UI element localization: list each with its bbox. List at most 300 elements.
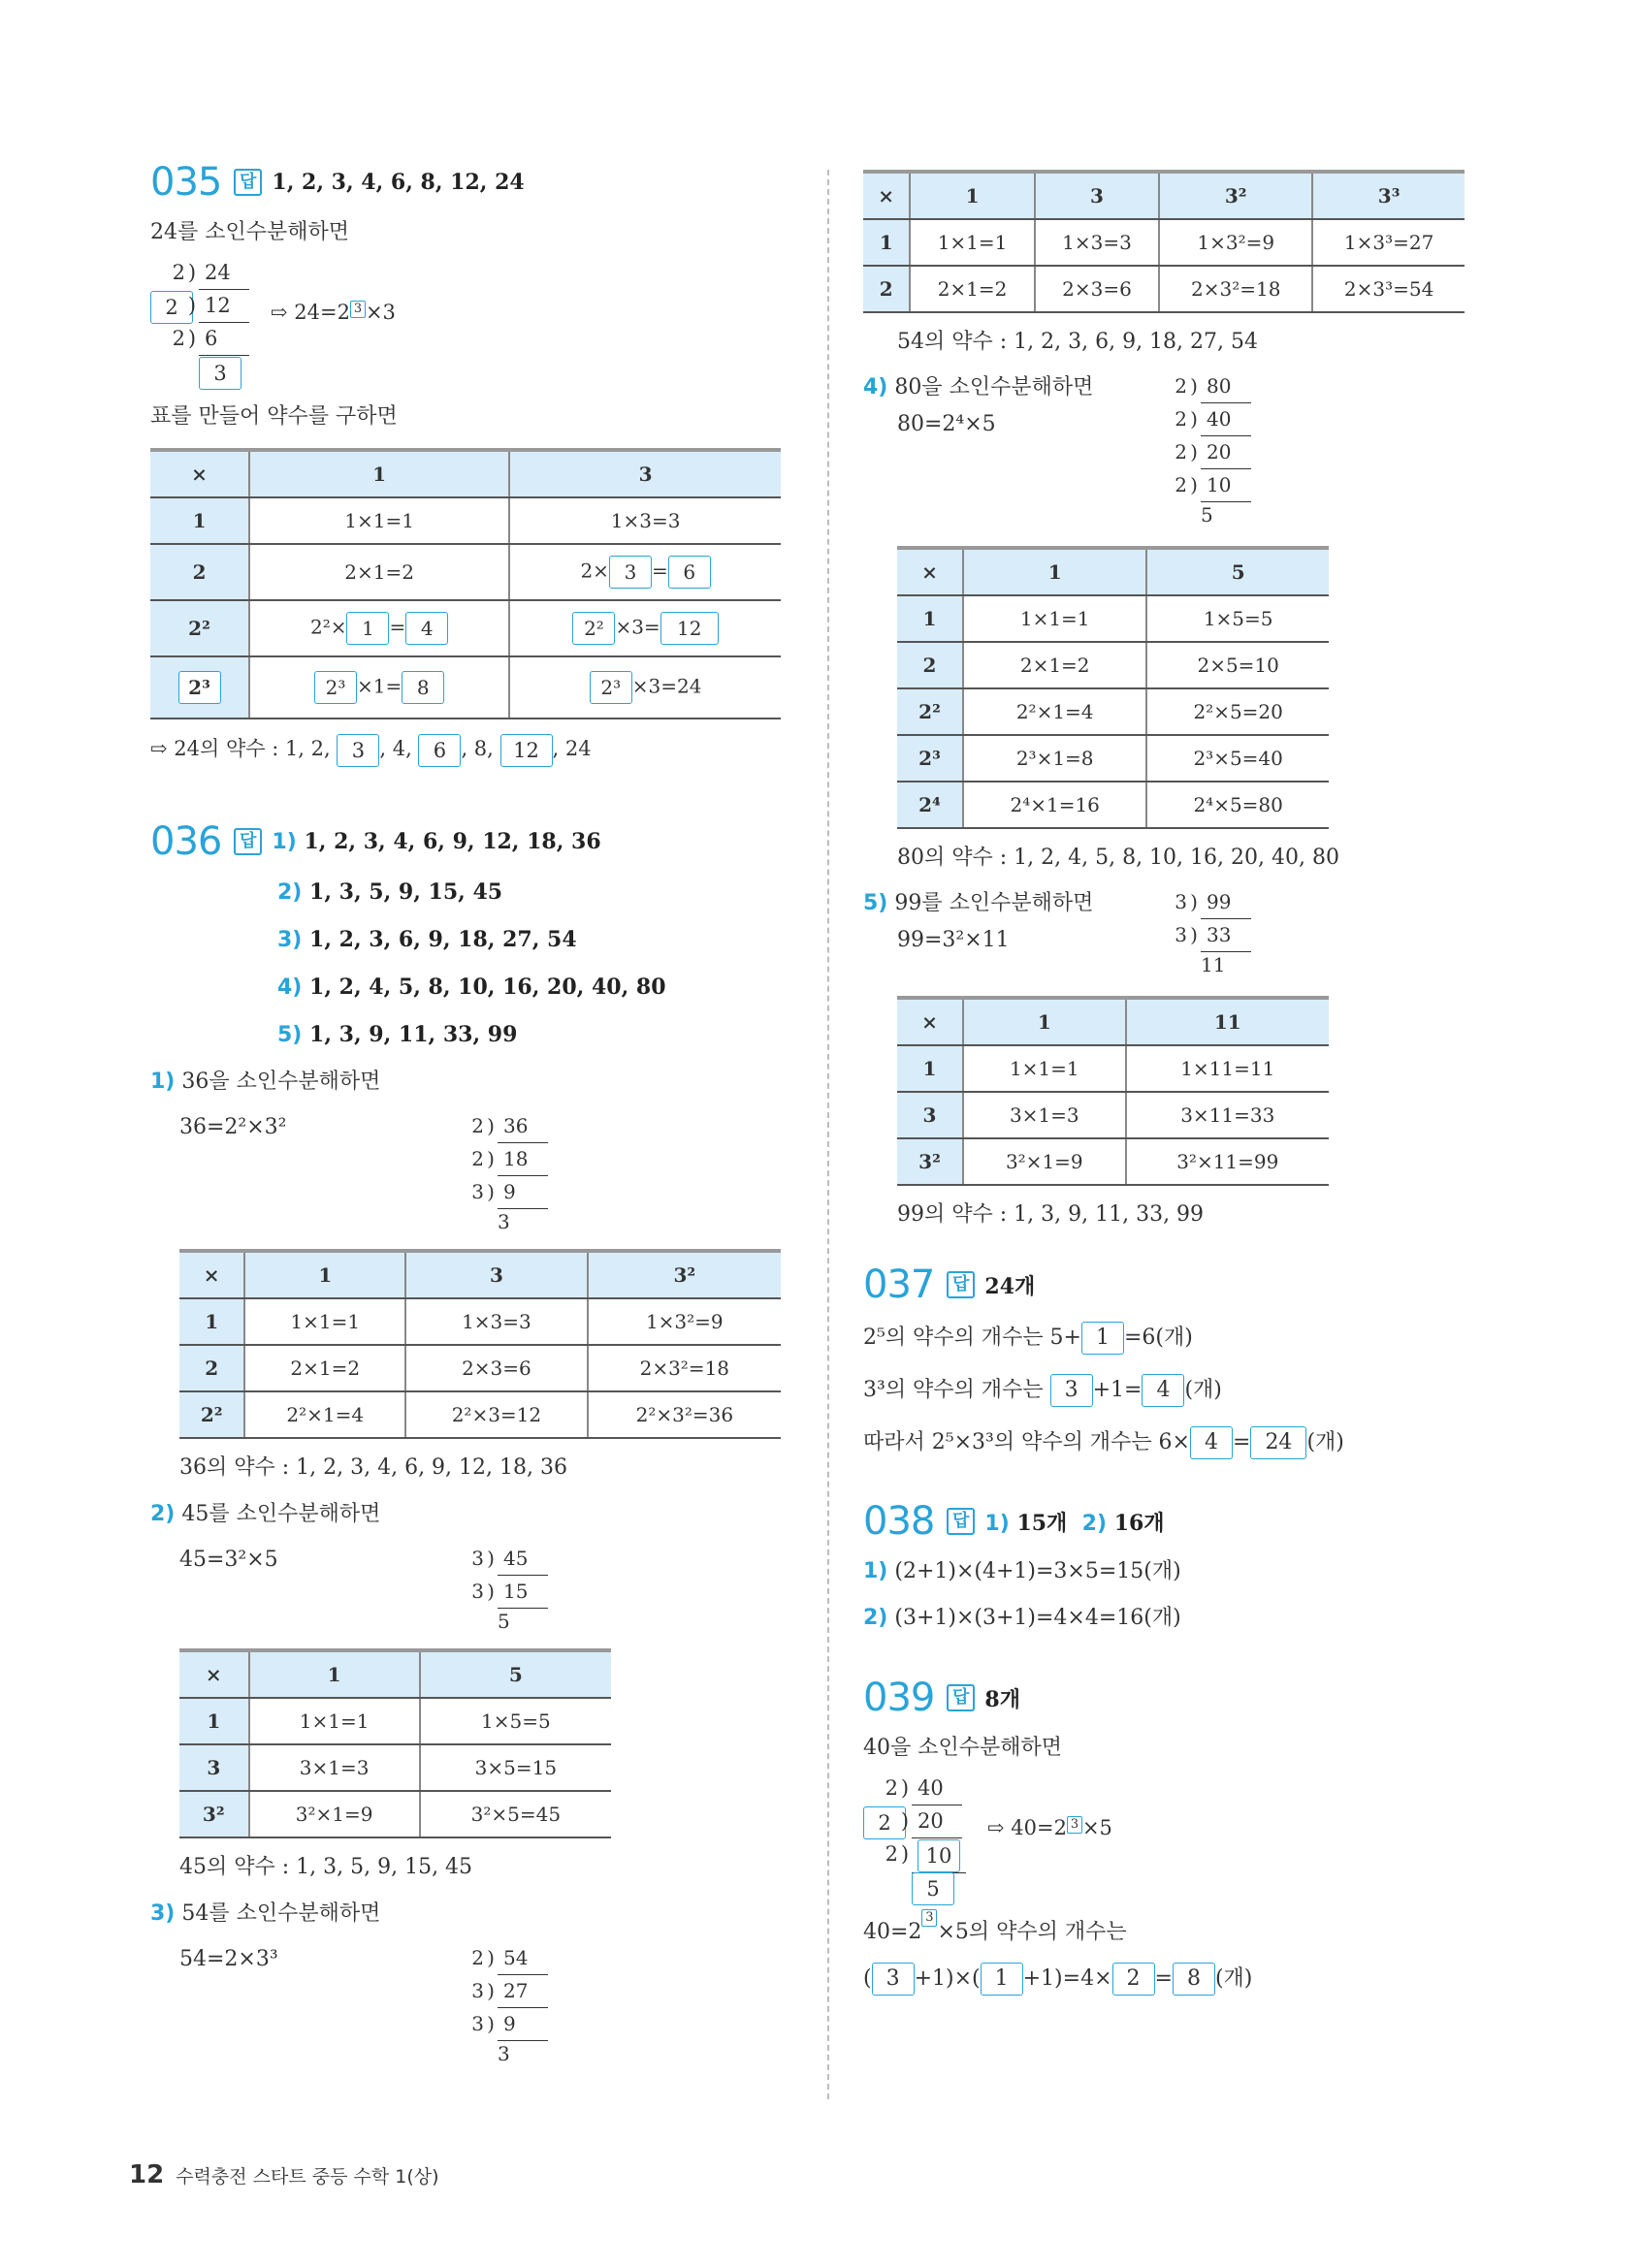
answer-text: 8개 <box>984 1686 1020 1712</box>
text <box>150 256 249 289</box>
blank-box: 2³ <box>590 671 632 704</box>
table-cell: 1 <box>910 172 1034 219</box>
text: ) <box>1190 890 1198 913</box>
text: ) <box>187 327 197 350</box>
table-row <box>897 642 1329 688</box>
answer-badge: 답 <box>234 169 262 196</box>
text <box>449 1542 548 1635</box>
table-cell: 3²×1=9 <box>249 1791 420 1837</box>
text: 40 <box>912 1772 962 1805</box>
table-cell: 2³×1=8 <box>963 735 1146 782</box>
text: (개) <box>1214 1966 1253 1991</box>
table-cell: 1 <box>897 595 963 642</box>
problem-number: 039 <box>863 1676 935 1720</box>
table-cell: 2×3=6 <box>1035 266 1159 312</box>
text <box>863 1870 966 1903</box>
table-cell: 2×3=6 <box>405 1345 587 1391</box>
text: 36=2²×3² <box>179 1115 287 1139</box>
table-cell: 1×3²=9 <box>1159 219 1312 266</box>
text <box>1152 369 1251 402</box>
text <box>863 1772 966 1805</box>
text: 1, 2, 3, 4, 6, 9, 12, 18, 36 <box>304 829 601 854</box>
table-cell <box>249 656 509 719</box>
text <box>897 1045 1329 1185</box>
text: 10 <box>1201 468 1251 502</box>
text: 16개 <box>1113 1510 1165 1536</box>
text <box>449 1974 548 2007</box>
text: ×3= <box>615 615 660 639</box>
table-cell: 5 <box>420 1650 611 1698</box>
text: , 4, <box>379 737 419 760</box>
column-divider <box>827 170 829 2099</box>
text <box>179 1698 611 1837</box>
text: 54=2×3³ <box>179 1947 278 1971</box>
table-cell: 2×5=10 <box>1146 642 1329 688</box>
text <box>897 548 1329 595</box>
blank-box: 8 <box>1173 1963 1215 1996</box>
blank-box: 2 <box>1112 1963 1155 1996</box>
table-cell: 3 <box>1035 172 1159 219</box>
subproblem-2-intro <box>150 1491 790 1538</box>
text <box>449 1941 548 1974</box>
text: 2 <box>172 327 185 350</box>
text: 2) <box>1081 1511 1108 1536</box>
text: 3 <box>921 1909 937 1927</box>
solution-intro: 40을 소인수분해하면 <box>863 1736 1063 1760</box>
table-cell: 5 <box>1146 548 1329 595</box>
table-row <box>179 1251 781 1298</box>
table-cell: 2²×3=12 <box>405 1391 587 1438</box>
solution-line <box>863 1312 1503 1364</box>
text: 5 <box>1201 503 1213 527</box>
table-row <box>179 1391 781 1438</box>
table-cell: 1×11=11 <box>1126 1045 1329 1092</box>
text: 3) <box>150 1901 176 1926</box>
table-row <box>897 1045 1329 1092</box>
table-cell: 1 <box>249 1650 420 1698</box>
text: 4) <box>277 975 303 1000</box>
divisor-table-99 <box>897 996 1329 1186</box>
divisor-table-36 <box>179 1249 781 1439</box>
text <box>863 1805 898 1839</box>
table-cell: 2³×5=40 <box>1146 735 1329 782</box>
table-row <box>150 600 781 656</box>
table-cell: × <box>179 1251 244 1298</box>
table-cell: 3² <box>588 1251 781 1298</box>
left-column <box>150 155 790 2067</box>
text: 80 <box>1201 369 1251 403</box>
text: 36을 소인수분해하면 <box>181 1070 381 1094</box>
table-cell: 1×3²=9 <box>588 1298 781 1345</box>
text: 20 <box>1201 435 1251 469</box>
divisors-of-54: 54의 약수 : 1, 2, 3, 6, 9, 18, 27, 54 <box>897 330 1259 354</box>
table-cell: 2⁴×5=80 <box>1146 782 1329 828</box>
text <box>863 172 1465 219</box>
table-cell: 3 <box>405 1251 587 1298</box>
text <box>449 1109 548 1235</box>
text: 3 <box>350 301 366 318</box>
text: ⇨ 40=2 <box>987 1816 1067 1839</box>
text: ) <box>187 261 197 284</box>
blank-box: 1 <box>1081 1322 1124 1355</box>
text: 1) <box>150 1070 176 1094</box>
blank-box: 4 <box>1190 1426 1233 1459</box>
text <box>1152 402 1251 435</box>
text <box>272 829 600 854</box>
problem-037-header <box>863 1258 1503 1312</box>
table-cell: 2³ <box>897 735 963 782</box>
table-cell: 3×1=3 <box>249 1744 420 1791</box>
text: 2 <box>885 1776 898 1800</box>
table-row <box>150 497 781 544</box>
blank-box: 2 <box>863 1806 906 1839</box>
text <box>179 1251 781 1298</box>
text: 1, 3, 5, 9, 15, 45 <box>309 879 503 905</box>
table-row <box>863 266 1465 312</box>
table-intro: 표를 만들어 약수를 구하면 <box>150 404 398 429</box>
blank-box: 1 <box>981 1963 1023 1996</box>
text: 1) <box>984 1511 1010 1536</box>
blank-box: 2² <box>572 612 615 645</box>
solution-line <box>863 1364 1503 1417</box>
table-row <box>179 1698 611 1744</box>
text <box>449 1575 548 1608</box>
answer-badge: 답 <box>947 1508 975 1535</box>
factorization-result <box>987 1816 1112 1839</box>
table-cell: 1 <box>249 450 509 497</box>
book-title: 수력충전 스타트 중등 수학 1(상) <box>176 2166 439 2188</box>
text: 2 <box>1175 473 1187 496</box>
text: +1= <box>1092 1378 1143 1402</box>
text: ) <box>487 1946 495 1969</box>
text: ×1= <box>356 674 402 698</box>
text: +1)=4× <box>1022 1966 1112 1991</box>
text: = <box>1233 1430 1251 1454</box>
text <box>449 1941 548 2067</box>
table-cell: 2² <box>897 688 963 735</box>
text: 3 <box>498 1210 510 1233</box>
subproblem-1-factorization <box>150 1109 548 1235</box>
text: ) <box>487 1979 495 2002</box>
text: = <box>1154 1966 1173 1991</box>
table-cell: × <box>863 172 910 219</box>
problem-number: 036 <box>150 819 222 864</box>
text <box>863 885 1093 922</box>
text: 1, 2, 3, 6, 9, 18, 27, 54 <box>309 927 577 952</box>
text: ) <box>1190 923 1198 946</box>
answer-badge: 답 <box>947 1684 975 1711</box>
table-cell: 2⁴×1=16 <box>963 782 1146 828</box>
table-cell: 1 <box>963 998 1126 1045</box>
table-cell: 1×3³=27 <box>1312 219 1465 266</box>
divisors-of-99: 99의 약수 : 1, 3, 9, 11, 33, 99 <box>897 1202 1205 1227</box>
text: = <box>389 615 406 639</box>
problem-039-header <box>863 1671 1503 1725</box>
text: 40 <box>1201 402 1251 436</box>
text: 3 <box>471 1979 484 2002</box>
text <box>1152 435 1251 468</box>
text: 27 <box>498 1974 548 2008</box>
text <box>449 1542 548 1575</box>
table-row <box>897 782 1329 828</box>
table-cell: 3×11=33 <box>1126 1092 1329 1138</box>
table-cell <box>509 600 781 656</box>
text <box>150 322 249 355</box>
text: ⇨ 24의 약수 : 1, 2, <box>150 737 338 760</box>
blank-box: 12 <box>500 734 553 767</box>
blank-box: 3 <box>337 734 379 767</box>
text: 5) <box>863 891 888 915</box>
table-cell: 1 <box>244 1251 405 1298</box>
table-cell: 1 <box>179 1698 249 1744</box>
text: 36 <box>498 1109 548 1143</box>
solution-line <box>863 1595 1503 1642</box>
answer-text: 1, 2, 3, 4, 6, 8, 12, 24 <box>272 170 525 195</box>
text: ) <box>487 1580 495 1603</box>
text: 1) <box>863 1559 888 1583</box>
text: 9 <box>498 1175 548 1209</box>
text: 20 <box>912 1805 962 1838</box>
text <box>863 219 1465 312</box>
table-cell: 3 <box>509 450 781 497</box>
text: ) <box>487 1547 495 1570</box>
text <box>1152 885 1251 918</box>
subproblem-5-factorization <box>863 885 1251 978</box>
table-cell: 1×3=3 <box>509 497 781 544</box>
table-cell: 1 <box>179 1298 244 1345</box>
text: 5) <box>277 1023 303 1047</box>
ladder-division <box>150 256 790 388</box>
table-cell: 1 <box>897 1045 963 1092</box>
text <box>150 355 249 388</box>
subproblem-1-intro <box>150 1059 790 1105</box>
text: 3 <box>471 2012 484 2035</box>
text: 3 <box>471 1180 484 1203</box>
text <box>897 998 1329 1045</box>
table-cell: 2² <box>179 1391 244 1438</box>
text: 따라서 2⁵×3³의 약수의 개수는 6× <box>863 1430 1190 1454</box>
text: 4) <box>863 375 888 399</box>
text: ) <box>900 1809 910 1833</box>
text <box>179 1650 611 1698</box>
page-footer <box>129 2160 439 2189</box>
text: 3 <box>498 2042 510 2065</box>
solution-line <box>863 1417 1503 1469</box>
answer-line <box>150 869 790 916</box>
table-cell: 2×1=2 <box>910 266 1034 312</box>
divisor-table-80 <box>897 546 1329 829</box>
table-cell: 3²×5=45 <box>420 1791 611 1837</box>
table-cell: 1×1=1 <box>963 595 1146 642</box>
table-cell: 2×3²=18 <box>1159 266 1312 312</box>
text: 2 <box>1175 440 1187 463</box>
text <box>863 369 1093 406</box>
table-row <box>897 688 1329 735</box>
text: 1) <box>272 830 297 854</box>
blank-box: 6 <box>668 556 711 589</box>
blank-box: 10 <box>918 1839 960 1872</box>
page-number: 12 <box>129 2160 165 2189</box>
blank-box: 3 <box>609 556 652 589</box>
table-cell: 1×1=1 <box>249 1698 420 1744</box>
blank-box: 24 <box>1250 1426 1306 1459</box>
text: ) <box>187 294 197 317</box>
text: 45를 소인수분해하면 <box>181 1502 381 1526</box>
divisors-of-24 <box>150 725 790 772</box>
text: 12 <box>199 289 249 323</box>
blank-box: 3 <box>1050 1374 1093 1407</box>
subproblem-3-intro <box>150 1891 790 1937</box>
text: 2 <box>1175 374 1187 398</box>
table-cell: 2×1=2 <box>963 642 1146 688</box>
text: 2 <box>471 1147 484 1170</box>
text: 15 <box>498 1575 548 1609</box>
text <box>1152 369 1251 528</box>
solution-line <box>863 1956 1503 2002</box>
table-cell: × <box>179 1650 249 1698</box>
blank-box: 6 <box>418 734 461 767</box>
table-row <box>179 1791 611 1837</box>
table-cell: 2 <box>863 266 910 312</box>
text: 2) <box>863 1606 888 1630</box>
text: 3³의 약수의 개수는 <box>863 1378 1050 1402</box>
text <box>912 1837 966 1873</box>
text: 33 <box>1201 918 1251 952</box>
text: 2 <box>471 1114 484 1137</box>
table-row <box>897 595 1329 642</box>
text: ) <box>1190 440 1198 463</box>
text <box>449 2007 548 2040</box>
table-row <box>863 219 1465 266</box>
text: 3 <box>471 1580 484 1603</box>
text: 2²× <box>309 615 347 639</box>
table-cell: 2×1=2 <box>249 544 509 600</box>
table-cell: 2 <box>150 544 249 600</box>
table-cell: 3³ <box>1312 172 1465 219</box>
text: 3 <box>1175 890 1187 913</box>
table-cell: 1×3=3 <box>1035 219 1159 266</box>
answer-badge: 답 <box>234 828 262 855</box>
text <box>449 1175 548 1208</box>
text <box>863 1772 966 1903</box>
factorization-result <box>271 301 396 324</box>
text <box>863 885 1093 959</box>
text <box>1152 885 1251 978</box>
text: ) <box>1190 374 1198 398</box>
answer-line <box>150 916 790 964</box>
text: 15개 <box>1016 1510 1068 1536</box>
text: (개) <box>1306 1430 1344 1454</box>
table-cell <box>249 600 509 656</box>
text: , 8, <box>461 737 500 760</box>
text: ) <box>1190 407 1198 431</box>
text <box>449 1109 548 1142</box>
text: 9 <box>498 2007 548 2041</box>
text: 99 <box>1201 885 1251 919</box>
table-cell: 3² <box>897 1138 963 1185</box>
text <box>863 1837 966 1870</box>
text: 2× <box>580 559 609 583</box>
divisors-of-80: 80의 약수 : 1, 2, 4, 5, 8, 10, 16, 20, 40, 80 <box>897 846 1339 870</box>
text: (개) <box>1184 1378 1222 1402</box>
text <box>150 289 185 324</box>
text: +1)×( <box>914 1966 981 1991</box>
table-cell: 2×1=2 <box>244 1345 405 1391</box>
text: ( <box>863 1966 872 1991</box>
table-cell: × <box>897 548 963 595</box>
text <box>984 1507 1164 1537</box>
text <box>150 497 781 719</box>
table-cell: 3²×11=99 <box>1126 1138 1329 1185</box>
text: ×5 <box>1081 1816 1112 1839</box>
text: (2+1)×(4+1)=3×5=15(개) <box>894 1559 1181 1583</box>
text: ×3=24 <box>631 674 702 698</box>
text: ) <box>487 2012 495 2035</box>
text: ) <box>487 1114 495 1137</box>
text <box>150 256 249 388</box>
problem-number: 038 <box>863 1499 935 1544</box>
text: 11 <box>1201 953 1226 976</box>
text <box>449 1142 548 1175</box>
divisors-of-45: 45의 약수 : 1, 3, 5, 9, 15, 45 <box>179 1855 473 1879</box>
table-row <box>179 1298 781 1345</box>
table-cell: 3² <box>1159 172 1312 219</box>
text <box>1152 468 1251 501</box>
answer-badge: 답 <box>947 1271 975 1298</box>
table-cell: 2² <box>150 600 249 656</box>
text: 1, 3, 9, 11, 33, 99 <box>309 1022 518 1047</box>
table-row <box>179 1650 611 1698</box>
subproblem-4-factorization <box>863 369 1251 528</box>
table-cell: 3×5=15 <box>420 1744 611 1791</box>
text: 1, 2, 4, 5, 8, 10, 16, 20, 40, 80 <box>309 974 666 1000</box>
table-cell: 2⁴ <box>897 782 963 828</box>
table-cell: 2 <box>897 642 963 688</box>
divisor-table-45 <box>179 1648 611 1838</box>
table-cell: 3 <box>897 1092 963 1138</box>
table-cell: 2²×5=20 <box>1146 688 1329 735</box>
text: 18 <box>498 1142 548 1176</box>
table-row <box>897 735 1329 782</box>
table-row <box>179 1345 781 1391</box>
table-cell: 2²×1=4 <box>244 1391 405 1438</box>
text: = <box>651 559 668 583</box>
problem-number: 037 <box>863 1262 935 1307</box>
text: 80을 소인수분해하면 <box>894 375 1094 399</box>
text: ×5의 약수의 개수는 <box>937 1920 1127 1944</box>
solution-line <box>863 1909 1503 1956</box>
table-cell <box>509 544 781 600</box>
text <box>863 1805 966 1837</box>
table-cell: 2²×1=4 <box>963 688 1146 735</box>
subproblem-3-factorization <box>150 1941 548 2067</box>
blank-box: 12 <box>660 612 719 645</box>
text <box>150 289 249 322</box>
text: 5 <box>498 1610 510 1633</box>
text <box>179 1298 781 1438</box>
table-cell: 3² <box>179 1791 249 1837</box>
text: , 24 <box>552 737 592 760</box>
table-cell: 11 <box>1126 998 1329 1045</box>
blank-box: 2 <box>150 291 193 324</box>
answer-text: 24개 <box>984 1273 1036 1299</box>
solution-line <box>863 1549 1503 1595</box>
answer-line <box>150 964 790 1011</box>
blank-box: 3 <box>872 1963 915 1996</box>
text: 45=3²×5 <box>179 1548 278 1572</box>
text: 40=2 <box>863 1920 922 1944</box>
text: 3) <box>277 928 303 952</box>
